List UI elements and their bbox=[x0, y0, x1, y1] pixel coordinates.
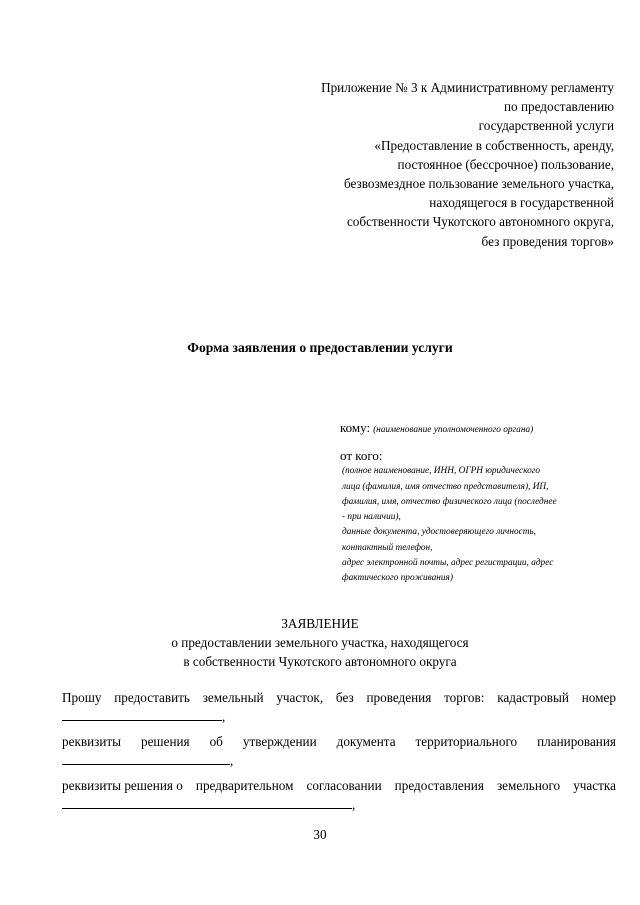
comma: , bbox=[352, 797, 356, 812]
body-word: документа bbox=[336, 734, 396, 749]
blank-line-cadastral bbox=[62, 707, 616, 726]
body-line-request bbox=[62, 688, 616, 707]
recipient-block bbox=[340, 420, 610, 587]
body-word: без bbox=[335, 690, 354, 705]
from-hint-line: (полное наименование, ИНН, ОГРН юридического bbox=[342, 466, 541, 477]
body-line-approval bbox=[62, 776, 616, 795]
appendix-line: находящегося в государственной bbox=[429, 195, 614, 211]
from-hint-line: лица (фамилия, имя отчество представителя), ИП, bbox=[342, 481, 549, 492]
body-word: реквизиты bbox=[62, 734, 122, 749]
body-word: решения bbox=[140, 734, 190, 749]
from-hint-line: - при наличии), bbox=[342, 512, 401, 523]
planning-decision-field[interactable] bbox=[62, 751, 230, 765]
body-word: предоставления bbox=[394, 778, 484, 793]
body-word: земельный bbox=[202, 690, 264, 705]
appendix-line: собственности Чукотского автономного округа, bbox=[346, 214, 614, 230]
from-block bbox=[340, 448, 610, 586]
application-body bbox=[62, 688, 616, 814]
body-word: согласовании bbox=[306, 778, 382, 793]
statement-subtitle-line: в собственности Чукотского автономного округа bbox=[183, 654, 457, 669]
page-number: 30 bbox=[313, 827, 327, 842]
appendix-line: Приложение № 3 к Административному регламенту bbox=[321, 80, 614, 95]
blank-line-planning bbox=[62, 751, 616, 770]
body-word: территориального bbox=[415, 734, 518, 749]
appendix-line: «Предоставление в собственность, аренду, bbox=[374, 137, 614, 153]
statement-subtitle-line: о предоставлении земельного участка, находящегося bbox=[171, 635, 469, 650]
body-word: кадастровый bbox=[497, 690, 569, 705]
to-row bbox=[340, 420, 610, 438]
body-word: торгов: bbox=[444, 690, 485, 705]
appendix-line: постоянное (бессрочное) пользование, bbox=[397, 156, 614, 172]
statement-heading bbox=[0, 614, 640, 671]
to-hint: (наименование уполномоченного органа) bbox=[373, 425, 534, 435]
body-word: планирования bbox=[537, 734, 616, 749]
body-word: участок, bbox=[276, 690, 324, 705]
from-hint bbox=[340, 464, 610, 586]
from-hint-line: контактный телефон, bbox=[342, 542, 433, 553]
appendix-line: государственной услуги bbox=[478, 118, 614, 134]
body-word: об bbox=[209, 734, 223, 749]
appendix-line: безвозмездное пользование земельного участка, bbox=[343, 176, 614, 192]
body-word: участка bbox=[573, 778, 616, 793]
to-label: кому: bbox=[340, 420, 371, 435]
body-word: проведения bbox=[366, 690, 432, 705]
body-word: Прошу bbox=[62, 690, 102, 705]
body-word: номер bbox=[581, 690, 616, 705]
body-word: предварительном bbox=[195, 778, 294, 793]
from-hint-line: фамилия, имя, отчество физического лица (последнее bbox=[342, 496, 557, 507]
body-line-planning bbox=[62, 732, 616, 751]
from-hint-line: данные документа, удостоверяющего личность, bbox=[342, 527, 536, 538]
appendix-line: по предоставлению bbox=[504, 99, 614, 115]
from-label: от кого: bbox=[340, 448, 383, 464]
appendix-header bbox=[254, 78, 614, 251]
body-word: утверждении bbox=[242, 734, 317, 749]
body-word: предоставить bbox=[114, 690, 190, 705]
from-hint-line: адрес электронной почты, адрес регистрации, адрес bbox=[342, 558, 554, 569]
comma: , bbox=[230, 753, 234, 768]
statement-title: ЗАЯВЛЕНИЕ bbox=[281, 616, 359, 631]
cadastral-number-field[interactable] bbox=[62, 707, 222, 721]
body-word: реквизиты решения о bbox=[62, 778, 183, 793]
blank-line-approval bbox=[62, 795, 616, 814]
appendix-line: без проведения торгов» bbox=[481, 233, 614, 249]
comma: , bbox=[222, 709, 226, 724]
from-hint-line: фактического проживания) bbox=[342, 573, 453, 584]
preliminary-approval-field[interactable] bbox=[62, 795, 352, 809]
body-word: земельного bbox=[496, 778, 561, 793]
form-title: Форма заявления о предоставлении услуги bbox=[187, 340, 453, 355]
